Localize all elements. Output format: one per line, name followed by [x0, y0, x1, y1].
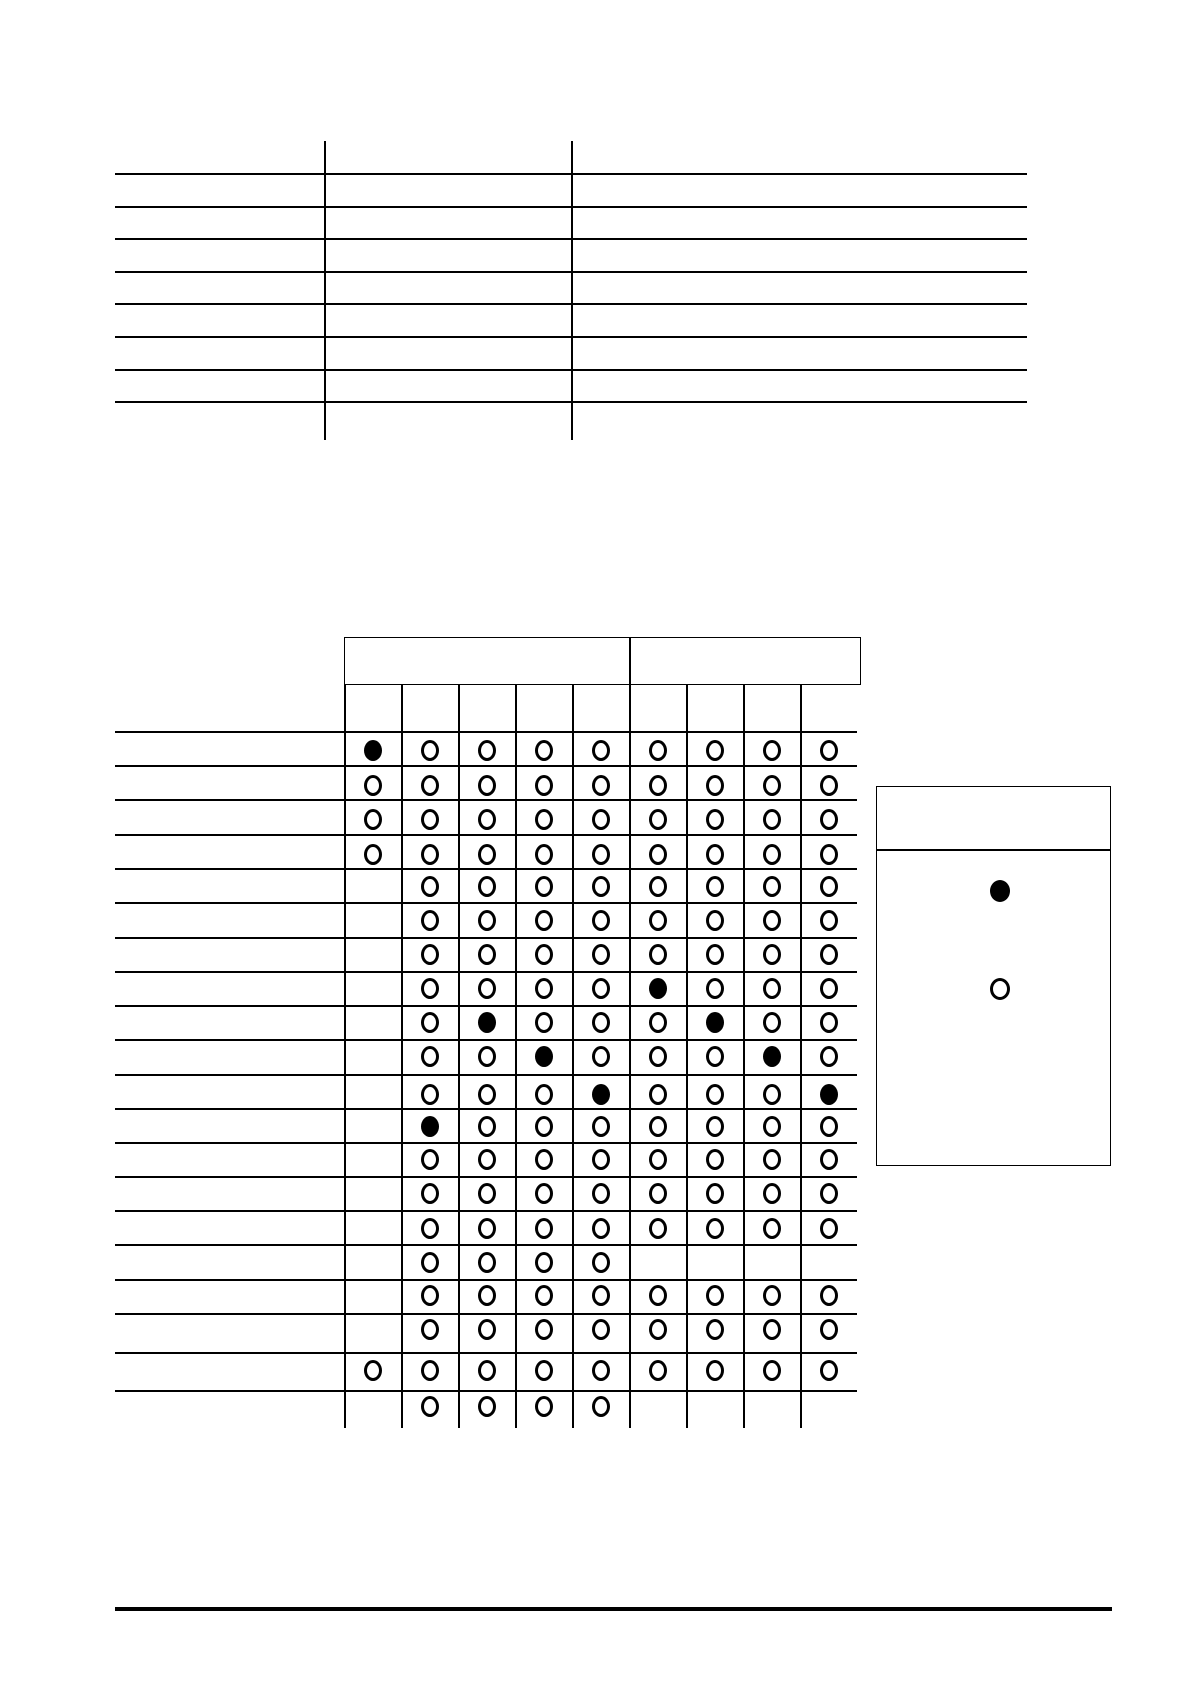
filled-dot-marker — [820, 1084, 838, 1105]
matrix-row-line — [115, 834, 857, 836]
open-dot-marker — [649, 910, 667, 931]
open-dot-marker — [478, 740, 496, 761]
open-dot-marker — [763, 1319, 781, 1340]
filled-dot-marker — [706, 1012, 724, 1033]
open-dot-marker — [478, 910, 496, 931]
open-dot-marker — [478, 876, 496, 897]
open-dot-marker — [421, 1084, 439, 1105]
legend-open-dot — [990, 978, 1010, 1000]
open-dot-marker — [649, 1319, 667, 1340]
footer-rule — [115, 1607, 1112, 1611]
open-dot-marker — [763, 910, 781, 931]
open-dot-marker — [763, 740, 781, 761]
filled-dot-marker — [592, 1084, 610, 1105]
open-dot-marker — [706, 809, 724, 830]
open-dot-marker — [706, 1319, 724, 1340]
open-dot-marker — [592, 944, 610, 965]
matrix-row-line — [115, 971, 857, 973]
matrix-row-line — [115, 765, 857, 767]
open-dot-marker — [820, 1116, 838, 1137]
open-dot-marker — [592, 876, 610, 897]
open-dot-marker — [592, 978, 610, 999]
open-dot-marker — [649, 775, 667, 796]
open-dot-marker — [535, 1285, 553, 1306]
open-dot-marker — [820, 978, 838, 999]
open-dot-marker — [649, 1084, 667, 1105]
open-dot-marker — [364, 809, 382, 830]
open-dot-marker — [649, 740, 667, 761]
column-line — [401, 685, 403, 1428]
open-dot-marker — [706, 1183, 724, 1204]
open-dot-marker — [478, 1218, 496, 1239]
open-dot-marker — [592, 775, 610, 796]
open-dot-marker — [649, 1116, 667, 1137]
matrix-row-line — [115, 1005, 857, 1007]
matrix-row-line — [115, 937, 857, 939]
open-dot-marker — [478, 1046, 496, 1067]
open-dot-marker — [421, 1183, 439, 1204]
matrix-row-line — [115, 731, 857, 733]
open-dot-marker — [478, 1084, 496, 1105]
open-dot-marker — [820, 809, 838, 830]
open-dot-marker — [592, 1285, 610, 1306]
open-dot-marker — [706, 775, 724, 796]
open-dot-marker — [820, 1319, 838, 1340]
column-line — [743, 685, 745, 1428]
open-dot-marker — [478, 1183, 496, 1204]
open-dot-marker — [706, 1084, 724, 1105]
open-dot-marker — [535, 809, 553, 830]
open-dot-marker — [820, 1149, 838, 1170]
open-dot-marker — [478, 844, 496, 865]
filled-dot-marker — [535, 1046, 553, 1067]
open-dot-marker — [649, 809, 667, 830]
open-dot-marker — [592, 1149, 610, 1170]
open-dot-marker — [535, 844, 553, 865]
open-dot-marker — [706, 1285, 724, 1306]
open-dot-marker — [706, 740, 724, 761]
open-dot-marker — [820, 1218, 838, 1239]
column-line — [458, 685, 460, 1428]
open-dot-marker — [706, 1360, 724, 1381]
open-dot-marker — [478, 1360, 496, 1381]
open-dot-marker — [763, 1218, 781, 1239]
open-dot-marker — [706, 1046, 724, 1067]
group-header-divider — [629, 637, 631, 685]
open-dot-marker — [421, 1319, 439, 1340]
open-dot-marker — [421, 910, 439, 931]
open-dot-marker — [535, 944, 553, 965]
open-dot-marker — [592, 740, 610, 761]
open-dot-marker — [820, 910, 838, 931]
open-dot-marker — [649, 1012, 667, 1033]
matrix-row-line — [115, 902, 857, 904]
open-dot-marker — [763, 1183, 781, 1204]
open-dot-marker — [535, 1360, 553, 1381]
column-line — [686, 685, 688, 1428]
open-dot-marker — [535, 1183, 553, 1204]
open-dot-marker — [763, 944, 781, 965]
open-dot-marker — [478, 1396, 496, 1417]
matrix-row-line — [115, 868, 857, 870]
open-dot-marker — [592, 1360, 610, 1381]
open-dot-marker — [592, 844, 610, 865]
open-dot-marker — [478, 775, 496, 796]
open-dot-marker — [649, 844, 667, 865]
open-dot-marker — [763, 1116, 781, 1137]
open-dot-marker — [649, 1360, 667, 1381]
open-dot-marker — [820, 775, 838, 796]
open-dot-marker — [364, 844, 382, 865]
open-dot-marker — [592, 1183, 610, 1204]
matrix-row-line — [115, 1313, 857, 1315]
legend-filled-dot — [990, 880, 1010, 902]
group-header-box — [344, 637, 861, 685]
open-dot-marker — [592, 1046, 610, 1067]
filled-dot-marker — [763, 1046, 781, 1067]
open-dot-marker — [706, 844, 724, 865]
open-dot-marker — [820, 1012, 838, 1033]
open-dot-marker — [763, 1084, 781, 1105]
open-dot-marker — [706, 1149, 724, 1170]
open-dot-marker — [478, 809, 496, 830]
open-dot-marker — [820, 1183, 838, 1204]
open-dot-marker — [478, 1285, 496, 1306]
open-dot-marker — [592, 809, 610, 830]
open-dot-marker — [763, 1360, 781, 1381]
matrix-row-line — [115, 1039, 857, 1041]
open-dot-marker — [763, 876, 781, 897]
open-dot-marker — [421, 876, 439, 897]
open-dot-marker — [421, 740, 439, 761]
open-dot-marker — [478, 944, 496, 965]
open-dot-marker — [763, 809, 781, 830]
open-dot-marker — [535, 1218, 553, 1239]
open-dot-marker — [820, 1285, 838, 1306]
open-dot-marker — [535, 1149, 553, 1170]
filled-dot-marker — [649, 978, 667, 999]
open-dot-marker — [706, 876, 724, 897]
open-dot-marker — [706, 944, 724, 965]
open-dot-marker — [421, 1396, 439, 1417]
open-dot-marker — [820, 876, 838, 897]
legend-header-divider — [877, 849, 1110, 851]
open-dot-marker — [649, 944, 667, 965]
matrix-row-line — [115, 1176, 857, 1178]
open-dot-marker — [649, 1183, 667, 1204]
open-dot-marker — [364, 1360, 382, 1381]
matrix-row-line — [115, 799, 857, 801]
open-dot-marker — [763, 1149, 781, 1170]
open-dot-marker — [592, 1252, 610, 1273]
legend-box — [876, 786, 1111, 1166]
open-dot-marker — [706, 910, 724, 931]
open-dot-marker — [421, 1285, 439, 1306]
open-dot-marker — [535, 910, 553, 931]
open-dot-marker — [535, 978, 553, 999]
matrix-row-line — [115, 1210, 857, 1212]
matrix-row-line — [115, 1142, 857, 1144]
open-dot-marker — [421, 809, 439, 830]
open-dot-marker — [535, 740, 553, 761]
open-dot-marker — [820, 1046, 838, 1067]
open-dot-marker — [706, 978, 724, 999]
open-dot-marker — [763, 978, 781, 999]
column-line — [344, 685, 346, 1428]
open-dot-marker — [421, 944, 439, 965]
open-dot-marker — [535, 1252, 553, 1273]
open-dot-marker — [478, 1319, 496, 1340]
open-dot-marker — [535, 1116, 553, 1137]
open-dot-marker — [592, 1218, 610, 1239]
open-dot-marker — [820, 1360, 838, 1381]
open-dot-marker — [421, 1360, 439, 1381]
open-dot-marker — [535, 876, 553, 897]
open-dot-marker — [649, 1149, 667, 1170]
open-dot-marker — [592, 1012, 610, 1033]
open-dot-marker — [763, 1285, 781, 1306]
column-line — [800, 685, 802, 1428]
open-dot-marker — [421, 978, 439, 999]
column-line — [629, 685, 631, 1428]
open-dot-marker — [592, 1319, 610, 1340]
matrix-row-line — [115, 1074, 857, 1076]
open-dot-marker — [592, 910, 610, 931]
column-line — [515, 685, 517, 1428]
open-dot-marker — [478, 978, 496, 999]
open-dot-marker — [706, 1116, 724, 1137]
open-dot-marker — [763, 1012, 781, 1033]
open-dot-marker — [649, 1285, 667, 1306]
column-line — [572, 685, 574, 1428]
open-dot-marker — [706, 1218, 724, 1239]
open-dot-marker — [820, 944, 838, 965]
open-dot-marker — [649, 876, 667, 897]
open-dot-marker — [535, 775, 553, 796]
open-dot-marker — [421, 1252, 439, 1273]
open-dot-marker — [478, 1149, 496, 1170]
open-dot-marker — [535, 1319, 553, 1340]
open-dot-marker — [421, 775, 439, 796]
open-dot-marker — [649, 1046, 667, 1067]
open-dot-marker — [592, 1396, 610, 1417]
filled-dot-marker — [478, 1012, 496, 1033]
open-dot-marker — [592, 1116, 610, 1137]
open-dot-marker — [364, 775, 382, 796]
open-dot-marker — [421, 1218, 439, 1239]
matrix-row-line — [115, 1279, 857, 1281]
open-dot-marker — [535, 1084, 553, 1105]
matrix-row-line — [115, 1108, 857, 1110]
open-dot-marker — [421, 1046, 439, 1067]
open-dot-marker — [478, 1116, 496, 1137]
open-dot-marker — [421, 1012, 439, 1033]
open-dot-marker — [421, 844, 439, 865]
open-dot-marker — [763, 775, 781, 796]
open-dot-marker — [820, 740, 838, 761]
matrix-row-line — [115, 1390, 857, 1392]
open-dot-marker — [535, 1396, 553, 1417]
open-dot-marker — [535, 1012, 553, 1033]
open-dot-marker — [649, 1218, 667, 1239]
matrix-row-line — [115, 1352, 857, 1354]
filled-dot-marker — [364, 740, 382, 761]
matrix-row-line — [115, 1244, 857, 1246]
open-dot-marker — [421, 1149, 439, 1170]
open-dot-marker — [820, 844, 838, 865]
filled-dot-marker — [421, 1116, 439, 1137]
open-dot-marker — [478, 1252, 496, 1273]
open-dot-marker — [763, 844, 781, 865]
